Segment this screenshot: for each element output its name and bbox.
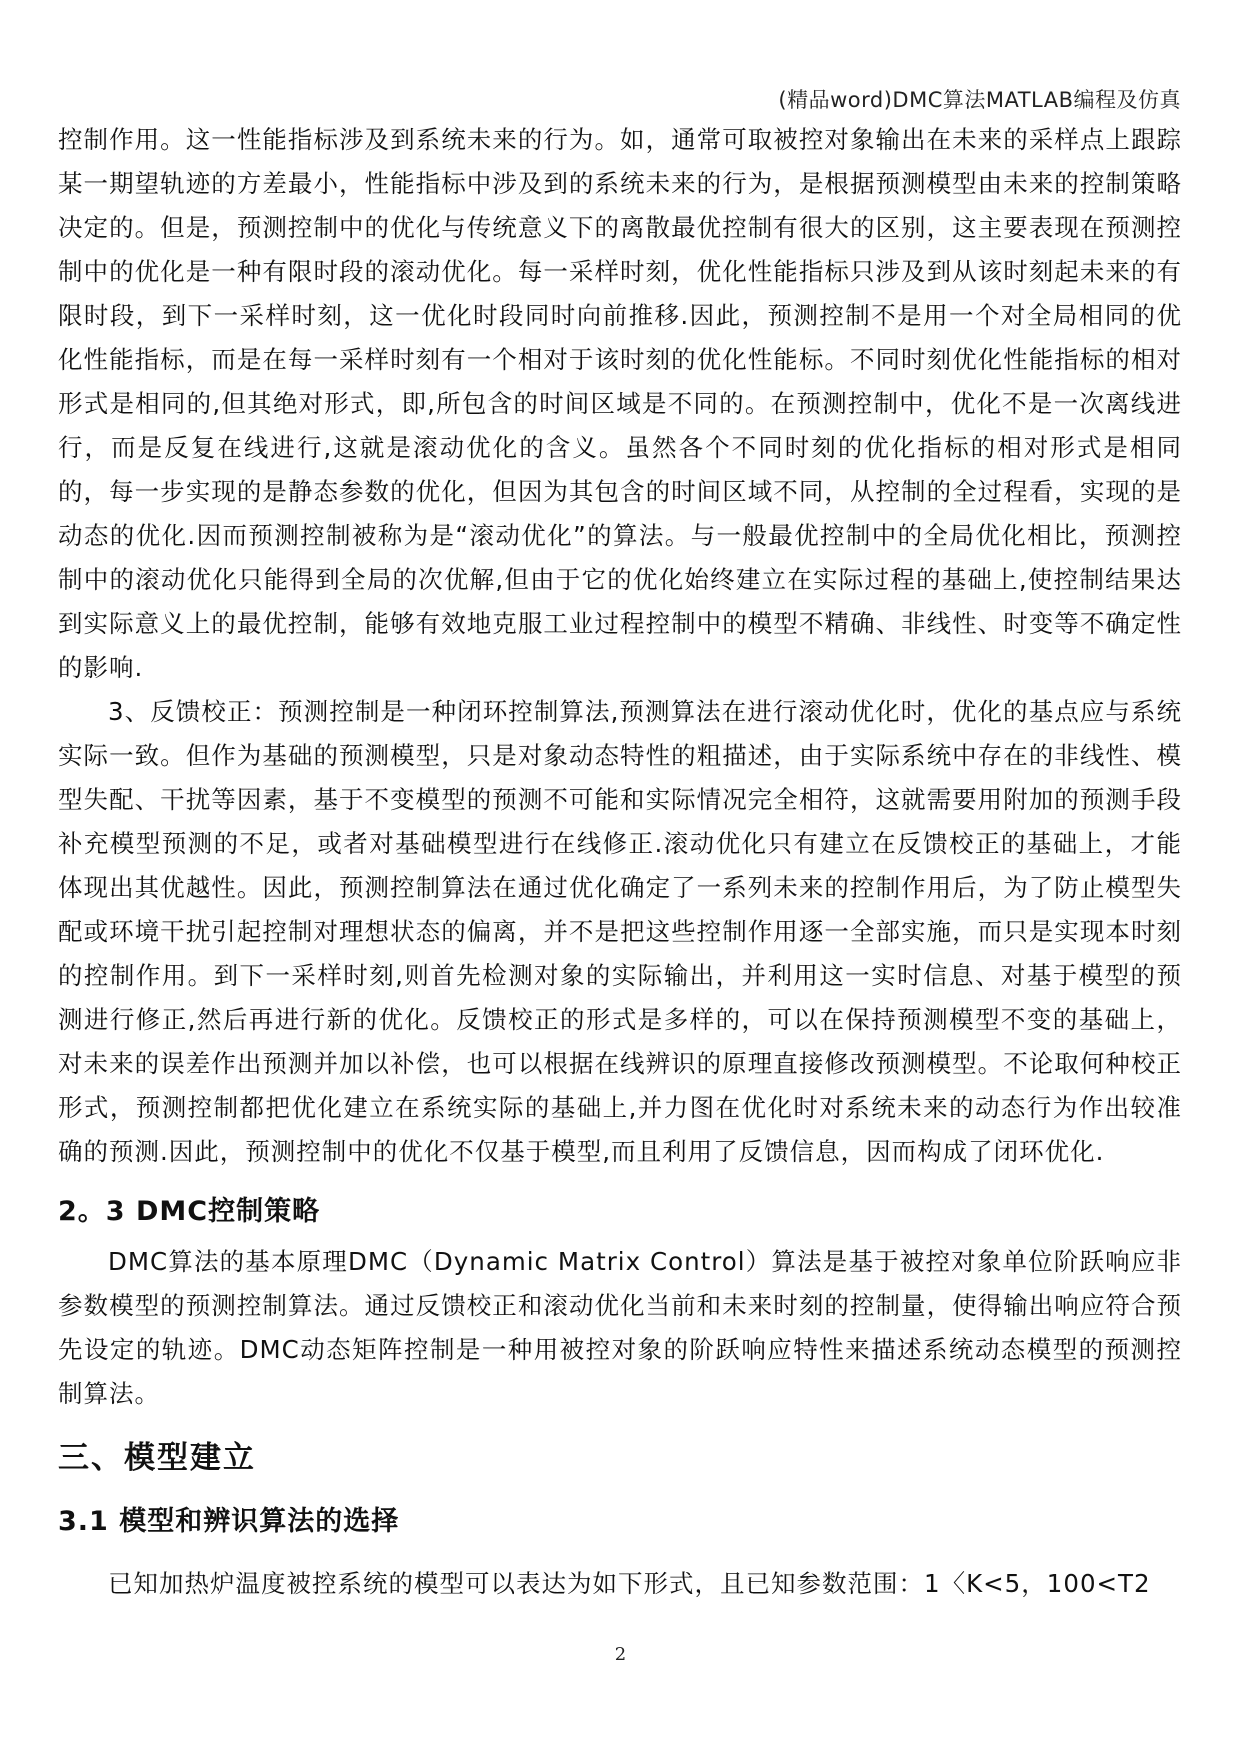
paragraph-feedback-correction: 3、反馈校正：预测控制是一种闭环控制算法,预测算法在进行滚动优化时，优化的基点应与系统实际一致。但作为基础的预测模型，只是对象动态特性的粗描述，由于实际系统中存在的非线性、模型失配、干扰等因素，基于不变模型的预测不可能和实际情况完全相符，这就需要用附加的预测手段补充模型预测的不足，或者对基础模型进行在线修正.滚动优化只有建立在反馈校正的基础上，才能体现出其优越性。因此，预测控制算法在通过优化确定了一系列未来的控制作用后，为了防止模型失配或环境干扰引起控制对理想状态的偏离，并不是把这些控制作用逐一全部实施，而只是实现本时刻的控制作用。到下一采样时刻,则首先检测对象的实际输出，并利用这一实时信息、对基于模型的预测进行修正,然后再进行新的优化。反馈校正的形式是多样的，可以在保持预测模型不变的基础上，对未来的误差作出预测并加以补偿，也可以根据在线辨识的原理直接修改预测模型。不论取何种校正形式，预测控制都把优化建立在系统实际的基础上,并力图在优化时对系统未来的动态行为作出较准确的预测.因此，预测控制中的优化不仅基于模型,而且利用了反馈信息，因而构成了闭环优化. [58, 697, 1182, 1166]
paragraph-model: 已知加热炉温度被控系统的模型可以表达为如下形式，且已知参数范围：1〈K<5，100<T2 [108, 1569, 1151, 1598]
paragraph-rolling-optimization: 控制作用。这一性能指标涉及到系统未来的行为。如，通常可取被控对象输出在未来的采样点上跟踪某一期望轨迹的方差最小，性能指标中涉及到的系统未来的行为，是根据预测模型由未来的控制策略决定的。但是，预测控制中的优化与传统意义下的离散最优控制有很大的区别，这主要表现在预测控制中的优化是一种有限时段的滚动优化。每一采样时刻，优化性能指标只涉及到从该时刻起未来的有限时段，到下一采样时刻，这一优化时段同时向前推移.因此，预测控制不是用一个对全局相同的优化性能指标，而是在每一采样时刻有一个相对于该时刻的优化性能标。不同时刻优化性能指标的相对形式是相同的,但其绝对形式，即,所包含的时间区域是不同的。在预测控制中，优化不是一次离线进行，而是反复在线进行,这就是滚动优化的含义。虽然各个不同时刻的优化指标的相对形式是相同的，每一步实现的是静态参数的优化，但因为其包含的时间区域不同，从控制的全过程看，实现的是动态的优化.因而预测控制被称为是“滚动优化”的算法。与一般最优控制中的全局优化相比，预测控制中的滚动优化只能得到全局的次优解,但由于它的优化始终建立在实际过程的基础上,使控制结果达到实际意义上的最优控制，能够有效地克服工业过程控制中的模型不精确、非线性、时变等不确定性的影响. [58, 125, 1182, 682]
page-header: (精品word)DMC算法MATLAB编程及仿真 [778, 88, 1181, 112]
chapter-heading-3: 三、模型建立 [58, 1440, 256, 1476]
paragraph-dmc-principle: DMC算法的基本原理DMC（Dynamic Matrix Control）算法是基于被控对象单位阶跃响应非参数模型的预测控制算法。通过反馈校正和滚动优化当前和未来时刻的控制量，使得输出响应符合预先设定的轨迹。DMC动态矩阵控制是一种用被控对象的阶跃响应特性来描述系统动态模型的预测控制算法。 [58, 1247, 1182, 1408]
page-number: 2 [614, 1644, 627, 1665]
section-heading-2-3: 2。3 DMC控制策略 [58, 1196, 321, 1227]
document-body [58, 118, 1182, 1606]
section-heading-3-1: 3.1 模型和辨识算法的选择 [58, 1506, 400, 1537]
